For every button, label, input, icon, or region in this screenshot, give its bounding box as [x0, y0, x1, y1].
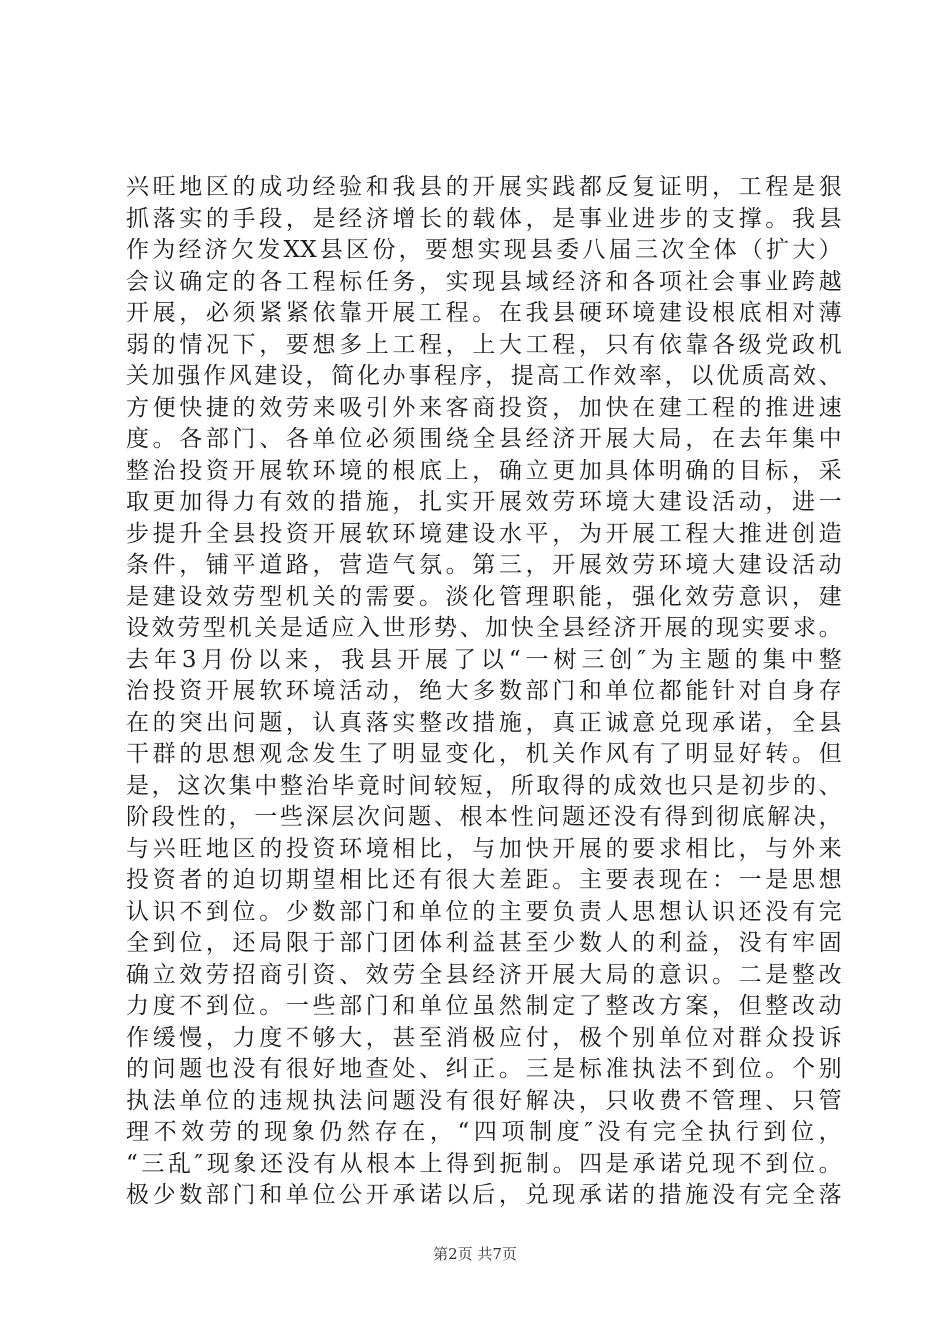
text-line: 是建设效劳型机关的需要。淡化管理职能，强化效劳意识，建: [126, 583, 842, 610]
text-line: 设效劳型机关是适应入世形势、加快全县经济开展的现实要求。: [126, 615, 842, 641]
text-line: 投资者的迫切期望相比还有很大差距。主要表现在：一是思想: [126, 867, 842, 893]
text-line: “三乱″现象还没有从根本上得到扼制。四是承诺兑现不到位。: [126, 1150, 842, 1177]
text-line: 认识不到位。少数部门和单位的主要负责人思想认识还没有完: [126, 898, 842, 925]
page-footer: [0, 1243, 950, 1264]
text-line: 抓落实的手段，是经济增长的载体，是事业进步的支撑。我县: [126, 205, 842, 232]
text-line: 条件，铺平道路，营造气氛。第三，开展效劳环境大建设活动: [126, 552, 842, 578]
text-line: 在的突出问题，认真落实整改措施，真正诚意兑现承诺，全县: [126, 709, 842, 736]
text-line: 全到位，还局限于部门团体利益甚至少数人的利益，没有牢固: [126, 930, 842, 956]
text-line: 整治投资开展软环境的根底上，确立更加具体明确的目标，采: [126, 457, 842, 484]
text-line: 治投资开展软环境活动，绝大多数部门和单位都能针对自身存: [126, 678, 842, 704]
text-line: 确立效劳招商引资、效劳全县经济开展大局的意识。二是整改: [126, 961, 842, 988]
text-line: 干群的思想观念发生了明显变化，机关作风有了明显好转。但: [126, 741, 842, 767]
text-line: 取更加得力有效的措施，扎实开展效劳环境大建设活动，进一: [126, 489, 842, 515]
text-line: 执法单位的违规执法问题没有很好解决，只收费不管理、只管: [126, 1087, 842, 1114]
text-line: 阶段性的，一些深层次问题、根本性问题还没有得到彻底解决，: [126, 804, 842, 830]
text-line: 作为经济欠发XX县区份，要想实现县委八届三次全体（扩大）: [126, 237, 842, 263]
text-line: 度。各部门、各单位必须围绕全县经济开展大局，在去年集中: [126, 426, 842, 452]
text-line: 关加强作风建设，简化办事程序，提高工作效率，以优质高效、: [126, 363, 842, 389]
text-line: 是，这次集中整治毕竟时间较短，所取得的成效也只是初步的、: [126, 772, 842, 799]
text-line: 的问题也没有很好地查处、纠正。三是标准执法不到位。个别: [126, 1056, 842, 1082]
text-line: 开展，必须紧紧依靠开展工程。在我县硬环境建设根底相对薄: [126, 300, 842, 326]
body-text: [126, 172, 842, 1212]
text-line: 弱的情况下，要想多上工程，上大工程，只有依靠各级党政机: [126, 331, 842, 358]
text-line: 兴旺地区的成功经验和我县的开展实践都反复证明，工程是狠: [126, 174, 842, 200]
text-line: 力度不到位。一些部门和单位虽然制定了整改方案，但整改动: [126, 993, 842, 1019]
text-line: 去年3月份以来，我县开展了以“一树三创″为主题的集中整: [126, 646, 842, 673]
text-line: 与兴旺地区的投资环境相比，与加快开展的要求相比，与外来: [126, 835, 842, 862]
text-line: 极少数部门和单位公开承诺以后，兑现承诺的措施没有完全落: [126, 1182, 842, 1208]
text-line: 步提升全县投资开展软环境建设水平，为开展工程大推进创造: [126, 520, 842, 547]
text-line: 理不效劳的现象仍然存在，“四项制度″没有完全执行到位，: [126, 1119, 842, 1145]
page-number-label: 第2页 共7页: [433, 1245, 517, 1263]
text-line: 作缓慢，力度不够大，甚至消极应付，极个别单位对群众投诉: [126, 1024, 842, 1051]
text-line: 会议确定的各工程标任务，实现县域经济和各项社会事业跨越: [126, 268, 842, 295]
text-line: 方便快捷的效劳来吸引外来客商投资，加快在建工程的推进速: [126, 394, 842, 421]
